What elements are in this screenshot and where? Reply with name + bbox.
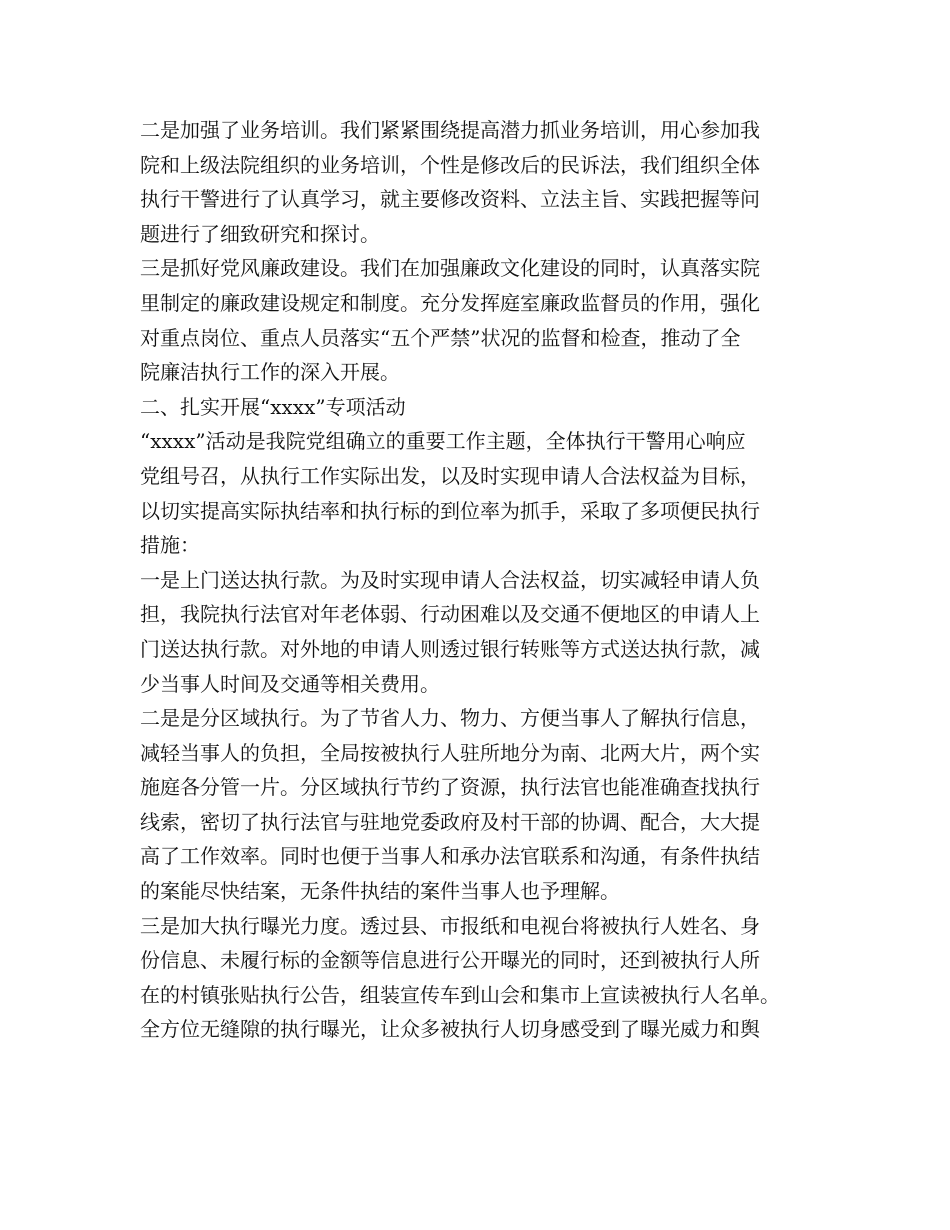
text-line-21: 线索，密切了执行法官与驻地党委政府及村干部的协调、配合，大大提 <box>140 809 760 834</box>
text-line-5: 三是抓好党风廉政建设。我们在加强廉政文化建设的同时，认真落实院 <box>140 256 760 281</box>
text-line-22: 高了工作效率。同时也便于当事人和承办法官联系和沟通，有条件执结 <box>140 844 760 869</box>
text-line-26: 在的村镇张贴执行公告，组装宣传车到山会和集市上宣读被执行人名单。 <box>140 982 780 1007</box>
text-line-3: 执行干警进行了认真学习，就主要修改资料、立法主旨、实践把握等问 <box>140 187 760 212</box>
text-line-4: 题进行了细致研究和探讨。 <box>140 221 380 246</box>
text-line-7: 对重点岗位、重点人员落实“五个严禁”状况的监督和检查，推动了全 <box>140 325 741 350</box>
text-line-14: 一是上门送达执行款。为及时实现申请人合法权益，切实减轻申请人负 <box>140 567 760 592</box>
text-line-10: “xxxx”活动是我院党组确立的重要工作主题，全体执行干警用心响应 <box>140 429 746 454</box>
text-line-24: 三是加大执行曝光力度。透过县、市报纸和电视台将被执行人姓名、身 <box>140 913 760 938</box>
text-line-1: 二是加强了业务培训。我们紧紧围绕提高潜力抓业务培训，用心参加我 <box>140 118 760 142</box>
document-body <box>140 113 830 1047</box>
text-line-17: 少当事人时间及交通等相关费用。 <box>140 671 440 696</box>
text-line-8: 院廉洁执行工作的深入开展。 <box>140 360 400 385</box>
section-heading: 二、扎实开展“xxxx”专项活动 <box>140 394 406 419</box>
text-line-11: 党组号召，从执行工作实际出发，以及时实现申请人合法权益为目标， <box>140 463 760 488</box>
text-line-13: 措施： <box>140 533 200 558</box>
text-line-15: 担，我院执行法官对年老体弱、行动困难以及交通不便地区的申请人上 <box>140 602 760 627</box>
text-line-6: 里制定的廉政建设规定和制度。充分发挥庭室廉政监督员的作用，强化 <box>140 290 760 315</box>
text-line-16: 门送达执行款。对外地的申请人则透过银行转账等方式送达执行款，减 <box>140 636 760 661</box>
text-line-19: 减轻当事人的负担，全局按被执行人驻所地分为南、北两大片，两个实 <box>140 740 760 765</box>
text-line-18: 二是是分区域执行。为了节省人力、物力、方便当事人了解执行信息， <box>140 706 760 731</box>
text-line-2: 院和上级法院组织的业务培训，个性是修改后的民诉法，我们组织全体 <box>140 152 760 177</box>
text-line-27: 全方位无缝隙的执行曝光，让众多被执行人切身感受到了曝光威力和舆 <box>140 1017 760 1042</box>
text-line-23: 的案能尽快结案，无条件执结的案件当事人也予理解。 <box>140 879 620 904</box>
text-line-25: 份信息、未履行标的金额等信息进行公开曝光的同时，还到被执行人所 <box>140 948 760 973</box>
text-line-12: 以切实提高实际执结率和执行标的到位率为抓手，采取了多项便民执行 <box>140 498 760 523</box>
text-line-20: 施庭各分管一片。分区域执行节约了资源，执行法官也能准确查找执行 <box>140 775 760 800</box>
